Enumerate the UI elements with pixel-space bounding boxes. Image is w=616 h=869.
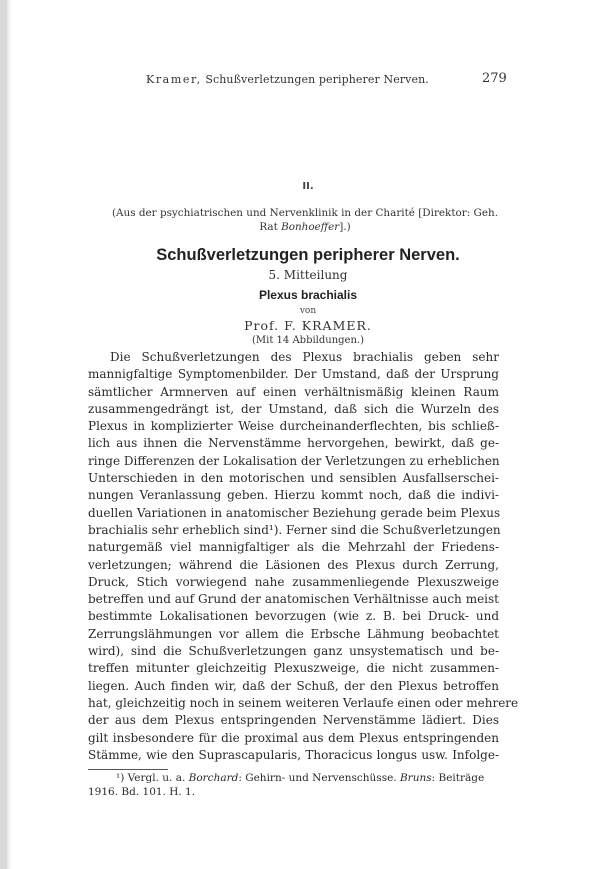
body-line: Stämme, wie den Suprascapularis, Thoracicus longus usw. Infolge- xyxy=(88,747,499,762)
body-line: lich aus ihnen die Nervenstämme hervorgehen, bewirkt, daß ge- xyxy=(88,436,499,451)
institute-note-line-2 xyxy=(90,220,520,234)
footnote-prefix: ¹) Vergl. u. a. xyxy=(116,772,189,784)
figure-count-note: (Mit 14 Abbildungen.) xyxy=(252,335,364,346)
body-line: naturgemäß viel mannigfaltiger als die Mehrzahl der Friedens- xyxy=(88,540,499,555)
body-line: sämtlicher Armnerven auf einen verhältnismäßig kleinen Raum xyxy=(88,384,499,399)
body-text xyxy=(88,349,519,764)
footnote-suffix: : Beiträge xyxy=(431,772,485,784)
body-line: bestimmte Lokalisationen bevorzugen (wie z. B. bei Druck- und xyxy=(88,609,499,624)
body-line: liegen. Auch finden wir, daß der Schuß, der den Plexus betroffen xyxy=(88,678,499,693)
footnote xyxy=(88,771,499,799)
article-subtitle: 5. Mitteilung xyxy=(268,268,348,282)
institute-note xyxy=(90,206,520,234)
footnote-author-bruns: Bruns xyxy=(399,772,432,784)
body-line: wird), sind die Schußverletzungen ganz unsystematisch und be- xyxy=(88,644,499,659)
running-header xyxy=(146,73,492,86)
institute-note-suffix: ].) xyxy=(339,221,351,233)
running-header-author: Kramer, xyxy=(146,73,202,86)
institute-note-line-1: (Aus der psychiatrischen und Nervenklinik in der Charité [Direktor: Geh. xyxy=(111,207,499,219)
body-line: Die Schußverletzungen des Plexus brachialis geben sehr xyxy=(110,350,499,364)
running-header-title: Schußverletzungen peripherer Nerven. xyxy=(205,73,429,86)
body-line: der aus dem Plexus entspringenden Nervenstämme lädiert. Dies xyxy=(88,713,499,728)
body-line: mannigfaltige Symptomenbilder. Der Umstand, daß der Ursprung xyxy=(88,367,499,382)
body-line: nungen Veranlassung geben. Hierzu kommt noch, daß die indivi- xyxy=(88,488,499,503)
body-line: Plexus in komplizierter Weise durcheinanderflechten, bis schließ- xyxy=(88,419,499,434)
author-name: Prof. F. KRAMER. xyxy=(244,318,372,333)
page-number: 279 xyxy=(482,71,507,86)
institute-director-name: Bonhoeffer xyxy=(281,221,340,233)
section-number: II. xyxy=(302,181,314,192)
body-line: ringe Differenzen der Lokalisation der Verletzungen zu erheblichen xyxy=(88,453,500,468)
body-line: brachialis sehr erheblich sind¹). Ferner sind die Schußverletzungen xyxy=(88,522,501,537)
body-line: duellen Variationen in anatomischer Beziehung gerade beim Plexus xyxy=(88,505,501,520)
body-line: Druck, Stich vorwiegend nahe zusammenliegende Plexuszweige xyxy=(88,574,499,589)
footnote-line-2: 1916. Bd. 101. H. 1. xyxy=(88,786,196,798)
article-topic: Plexus brachialis xyxy=(258,288,358,302)
footnote-line-1 xyxy=(88,771,499,785)
article-title: Schußverletzungen peripherer Nerven. xyxy=(156,246,460,264)
page-edge-shadow xyxy=(0,0,12,869)
body-line: gilt insbesondere für die proximal aus dem Plexus entspringenden xyxy=(88,730,499,745)
footnote-author-borchard: Borchard xyxy=(188,772,239,784)
body-line: verletzungen; während die Läsionen des Plexus durch Zerrung, xyxy=(88,557,499,572)
body-line: Zerrungslähmungen vor allem die Erbsche Lähmung beobachtet xyxy=(88,626,499,641)
institute-note-prefix: Rat xyxy=(259,221,282,233)
body-line: zusammengedrängt ist, der Umstand, daß sich die Wurzeln des xyxy=(88,401,499,416)
byline-von: von xyxy=(299,306,317,316)
body-line: Unterschieden in den motorischen und sensiblen Ausfallserschei- xyxy=(88,471,499,486)
footnote-middle: : Gehirn- und Nervenschüsse. xyxy=(238,772,400,784)
body-line: hat, gleichzeitig noch in seinem weiteren Verlaufe einen oder mehrere xyxy=(88,695,519,710)
body-line: treffen mitunter gleichzeitig Plexuszweige, die nicht zusammen- xyxy=(88,661,499,676)
footnote-divider xyxy=(88,769,168,770)
body-line: betreffen und auf Grund der anatomischen Verhältnisse auch meist xyxy=(88,592,499,607)
